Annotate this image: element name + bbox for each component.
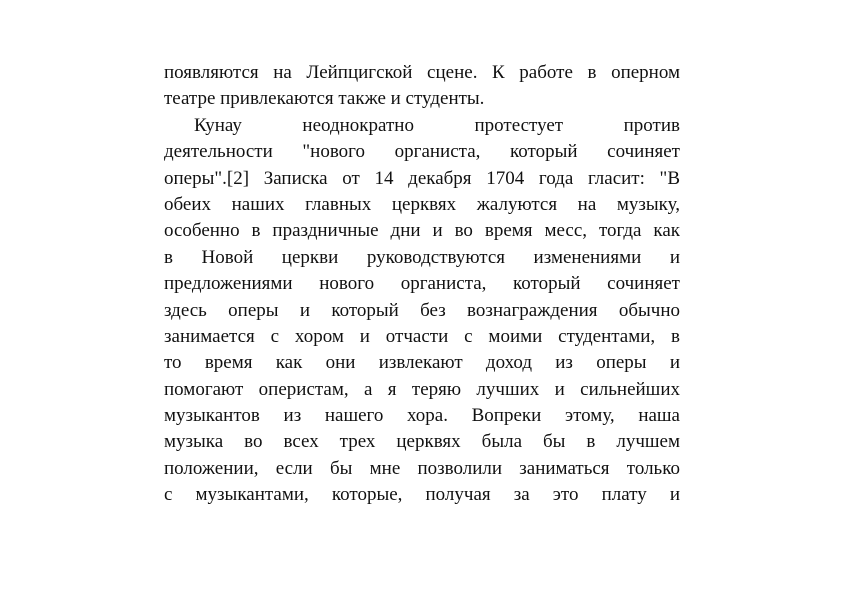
text-line: с музыкантами, которые, получая за это плату и <box>164 484 680 506</box>
paragraph-1 <box>164 60 680 113</box>
text-line: музыка во всех трех церквях была бы в лучшем <box>164 431 680 453</box>
text-line: музыкантов из нашего хора. Вопреки этому, наша <box>164 405 680 427</box>
text-line: театре привлекаются также и студенты. <box>164 88 485 110</box>
text-line: оперы".[2] Записка от 14 декабря 1704 года гласит: "В <box>164 167 680 189</box>
text-line: положении, если бы мне позволили заниматься только <box>164 457 680 479</box>
text-line: деятельности "нового органиста, который сочиняет <box>164 141 680 163</box>
body-text <box>164 60 680 509</box>
paragraph-2 <box>164 113 680 509</box>
text-line: обеих наших главных церквях жалуются на музыку, <box>164 193 680 215</box>
text-line: здесь оперы и который без вознаграждения обычно <box>164 299 680 321</box>
text-line: особенно в праздничные дни и во время месс, тогда как <box>164 220 680 242</box>
text-line: помогают оперистам, а я теряю лучших и сильнейших <box>164 378 680 400</box>
text-line: то время как они извлекают доход из оперы и <box>164 352 680 374</box>
text-line: появляются на Лейпцигской сцене. К работе в оперном <box>164 62 680 83</box>
text-line: Кунау неоднократно протестует против <box>194 114 680 136</box>
text-line: в Новой церкви руководствуются изменениями и <box>164 246 680 268</box>
text-line: предложениями нового органиста, который сочиняет <box>164 273 680 295</box>
text-line: занимается с хором и отчасти с моими студентами, в <box>164 325 680 347</box>
